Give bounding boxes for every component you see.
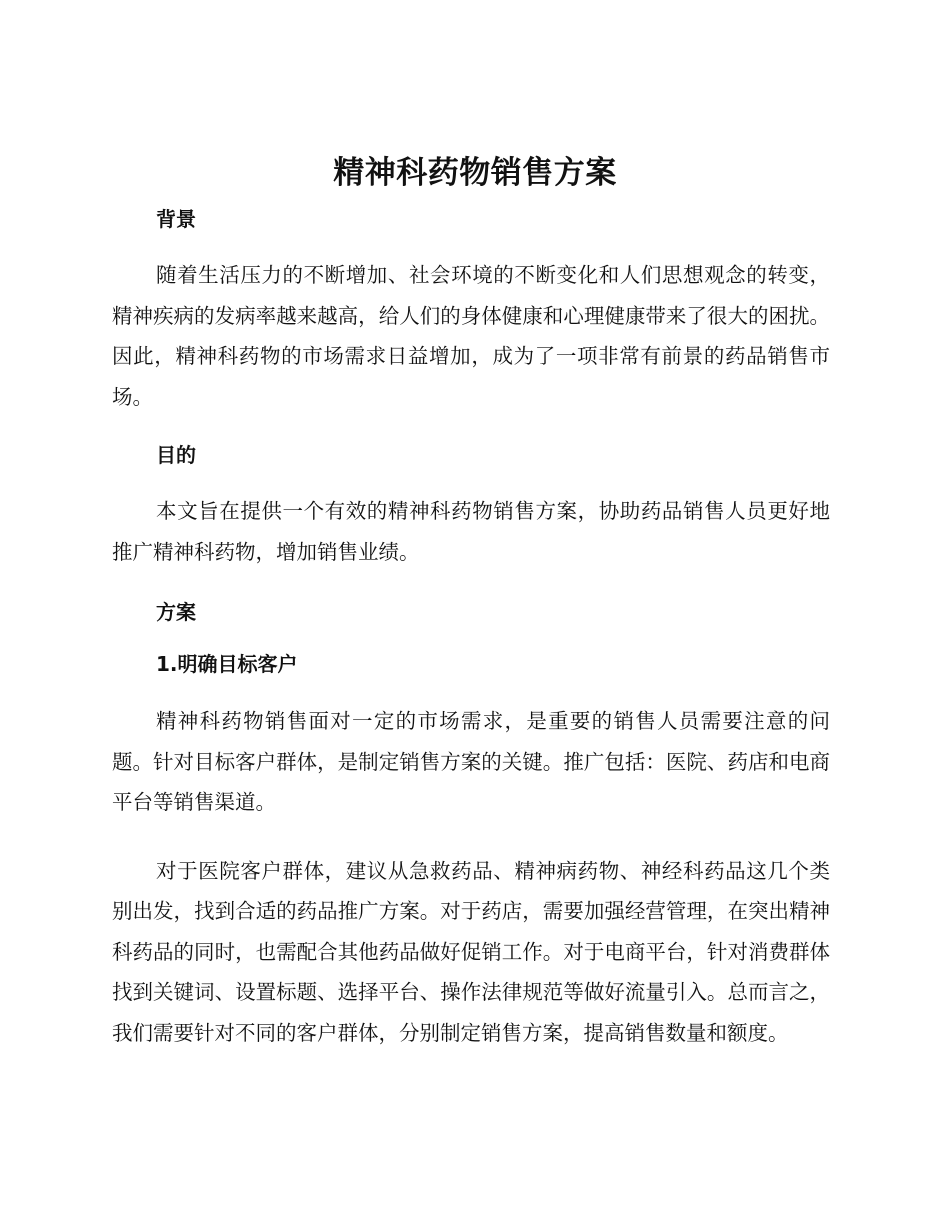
section-heading-background: 背景: [156, 207, 196, 231]
section-heading-purpose: 目的: [156, 443, 196, 467]
paragraph-target-customers-1: 精神科药物销售面对一定的市场需求，是重要的销售人员需要注意的问题。针对目标客户群体，是制定销售方案的关键。推广包括：医院、药店和电商平台等销售渠道。: [112, 709, 830, 814]
document-title: 精神科药物销售方案: [333, 155, 617, 191]
paragraph-purpose: 本文旨在提供一个有效的精神科药物销售方案，协助药品销售人员更好地推广精神科药物，增加销售业绩。: [112, 499, 830, 564]
paragraph-target-customers-2: 对于医院客户群体，建议从急救药品、精神病药物、神经科药品这几个类别出发，找到合适的药品推广方案。对于药店，需要加强经营管理，在突出精神科药品的同时，也需配合其他药品做好促销工作。对于电商平台，针对消费群体找到关键词、设置标题、选择平台、操作法律规范等做好流量引入。总而言之，我们需要针对不同的客户群体，分别制定销售方案，提高销售数量和额度。: [112, 858, 830, 1045]
subsection-heading-target-customers: 1.明确目标客户: [156, 652, 298, 676]
section-heading-plan: 方案: [156, 600, 196, 624]
document-body: [112, 203, 830, 1053]
paragraph-background: 随着生活压力的不断增加、社会环境的不断变化和人们思想观念的转变，精神疾病的发病率越来越高，给人们的身体健康和心理健康带来了很大的困扰。因此，精神科药物的市场需求日益增加，成为了一项非常有前景的药品销售市场。: [112, 263, 830, 409]
